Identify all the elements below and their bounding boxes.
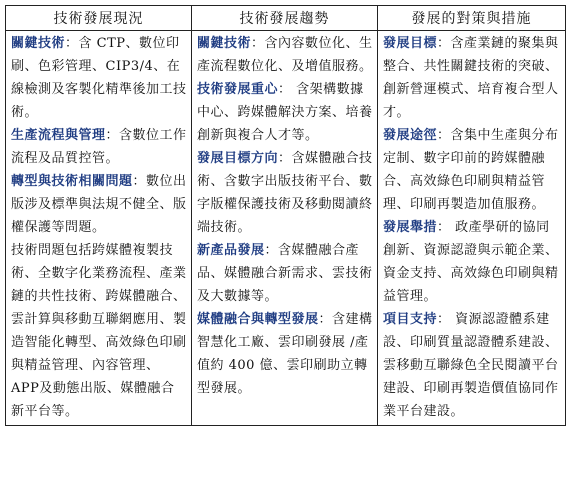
trends-item [197,78,373,147]
status-item-keyword: 生產流程與管理 [11,128,106,143]
trends-item-keyword: 媒體融合與轉型發展 [197,312,319,327]
measures-item-keyword: 發展目標 [383,36,438,51]
measures-item-text: ： 資源認證體系建設、印刷質量認證體系建設、雲移動互聯綠色全民閱讀平台建設、印刷再製造價值協同作業平台建設。 [383,312,559,419]
header-status: 技術發展現況 [6,6,192,31]
status-item [11,170,187,239]
measures-item [383,216,561,308]
trends-item-text: ：含建構智慧化工廠、雲印刷發展 /產值約 400 億、雲印刷助立轉型發展。 [197,312,373,396]
trends-item [197,32,373,78]
trends-item-text: ： 含架構數據中心、跨媒體解決方案、培養創新與複合人才等。 [197,82,373,143]
comparison-table [5,5,566,426]
trends-item-text: ：含媒體融合技術、含數字出版技術平台、數字版權保護技術及移動閱讀終端技術。 [197,151,373,235]
measures-item-keyword: 項目支持 [383,312,438,327]
header-trends: 技術發展趨勢 [192,6,378,31]
status-item-text: ：數位出版涉及標準與法規不健全、版權保護等問題。 [11,174,187,235]
trends-cell [192,31,378,426]
measures-cell [378,31,566,426]
table-body-row [6,31,566,426]
status-item-text: 技術問題包括跨媒體複製技術、全數字化業務流程、產業鏈的共性技術、跨媒體融合、雲計算與移動互聯網應用、製造智能化轉型、高效綠色印刷與精益管理、內容管理、APP及動態出版、媒體融合新平台等。 [11,243,187,419]
trends-item-text: ：含內容數位化、生產流程數位化、及增值服務。 [197,36,373,74]
trends-item-keyword: 新產品發展 [197,243,265,258]
measures-item-keyword: 發展途徑 [383,128,438,143]
measures-item-text: ： 政產學研的協同創新、資源認證與示範企業、資金支持、高效綠色印刷與精益管理。 [383,220,559,304]
trends-item-keyword: 發展目標方向 [197,151,279,166]
measures-item-text: ：含集中生產與分布定制、數字印前的跨媒體融合、高效綠色印刷與精益管理、印刷再製造加值服務。 [383,128,559,212]
trends-item [197,308,373,400]
document-table-wrapper [5,5,565,426]
table-header-row [6,6,566,31]
status-item [11,124,187,170]
header-measures: 發展的對策與措施 [378,6,566,31]
measures-item [383,124,561,216]
trends-item-text: ：含媒體融合產品、媒體融合新需求、雲技術及大數據等。 [197,243,373,304]
trends-item [197,147,373,239]
measures-item-text: ：含產業鏈的聚集與整合、共性關鍵技術的突破、創新營運模式、培育複合型人才。 [383,36,559,120]
status-item [11,32,187,124]
trends-item-keyword: 技術發展重心 [197,82,279,97]
measures-item-keyword: 發展舉措 [383,220,438,235]
measures-item [383,308,561,423]
status-item [11,239,187,423]
status-item-keyword: 轉型與技術相關問題 [11,174,133,189]
trends-item-keyword: 關鍵技術 [197,36,252,51]
status-cell [6,31,192,426]
status-item-text: ：含數位工作流程及品質控管。 [11,128,187,166]
status-item-keyword: 關鍵技術 [11,36,66,51]
trends-item [197,239,373,308]
measures-item [383,32,561,124]
status-item-text: ：含 CTP、數位印刷、色彩管理、CIP3/4、在線檢測及客製化精準後加工技術。 [11,36,187,120]
